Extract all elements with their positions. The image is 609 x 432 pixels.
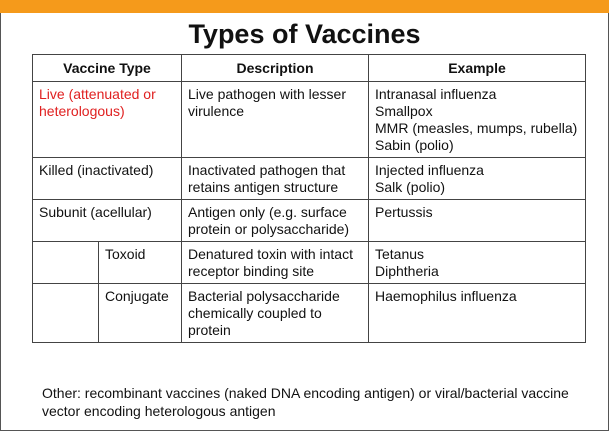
- vaccine-subtype-cell: Toxoid: [99, 242, 182, 284]
- vaccine-type-cell: Live (attenuated or heterologous): [33, 82, 182, 158]
- vaccine-type-cell: Killed (inactivated): [33, 158, 182, 200]
- table-row: [33, 82, 586, 158]
- example-item: Haemophilus influenza: [375, 288, 517, 304]
- description-cell: Antigen only (e.g. surface protein or polysaccharide): [182, 200, 369, 242]
- example-item: Pertussis: [375, 204, 433, 220]
- table-row: [33, 200, 586, 242]
- indent-cell: [33, 242, 99, 284]
- example-cell: [369, 284, 586, 343]
- table-row: [33, 242, 586, 284]
- example-item: Sabin (polio): [375, 137, 454, 153]
- example-item: MMR (measles, mumps, rubella): [375, 120, 578, 136]
- example-cell: [369, 158, 586, 200]
- table-row: [33, 284, 586, 343]
- slide-title: Types of Vaccines: [188, 19, 421, 49]
- example-item: Diphtheria: [375, 263, 439, 279]
- example-cell: [369, 242, 586, 284]
- example-item: Tetanus: [375, 246, 425, 262]
- header-vaccine-type: Vaccine Type: [33, 55, 182, 82]
- top-accent-bar: [0, 0, 609, 13]
- example-cell: [369, 82, 586, 158]
- example-item: Smallpox: [375, 103, 433, 119]
- indent-cell: [33, 284, 99, 343]
- vaccine-subtype-cell: Conjugate: [99, 284, 182, 343]
- table-row: [33, 158, 586, 200]
- footnote-other-vaccines: Other: recombinant vaccines (naked DNA encoding antigen) or viral/bacterial vaccine vector encoding heterologous antigen: [42, 385, 569, 419]
- vaccine-types-table: [32, 54, 586, 343]
- header-description: Description: [182, 55, 369, 82]
- description-cell: Bacterial polysaccharide chemically coupled to protein: [182, 284, 369, 343]
- example-item: Intranasal influenza: [375, 86, 497, 102]
- table-header-row: [33, 55, 586, 82]
- example-item: Salk (polio): [375, 179, 446, 195]
- vaccine-type-cell: Subunit (acellular): [33, 200, 182, 242]
- example-item: Injected influenza: [375, 162, 484, 178]
- description-cell: Inactivated pathogen that retains antigen structure: [182, 158, 369, 200]
- description-cell: Live pathogen with lesser virulence: [182, 82, 369, 158]
- header-example: Example: [369, 55, 586, 82]
- example-cell: [369, 200, 586, 242]
- description-cell: Denatured toxin with intact receptor binding site: [182, 242, 369, 284]
